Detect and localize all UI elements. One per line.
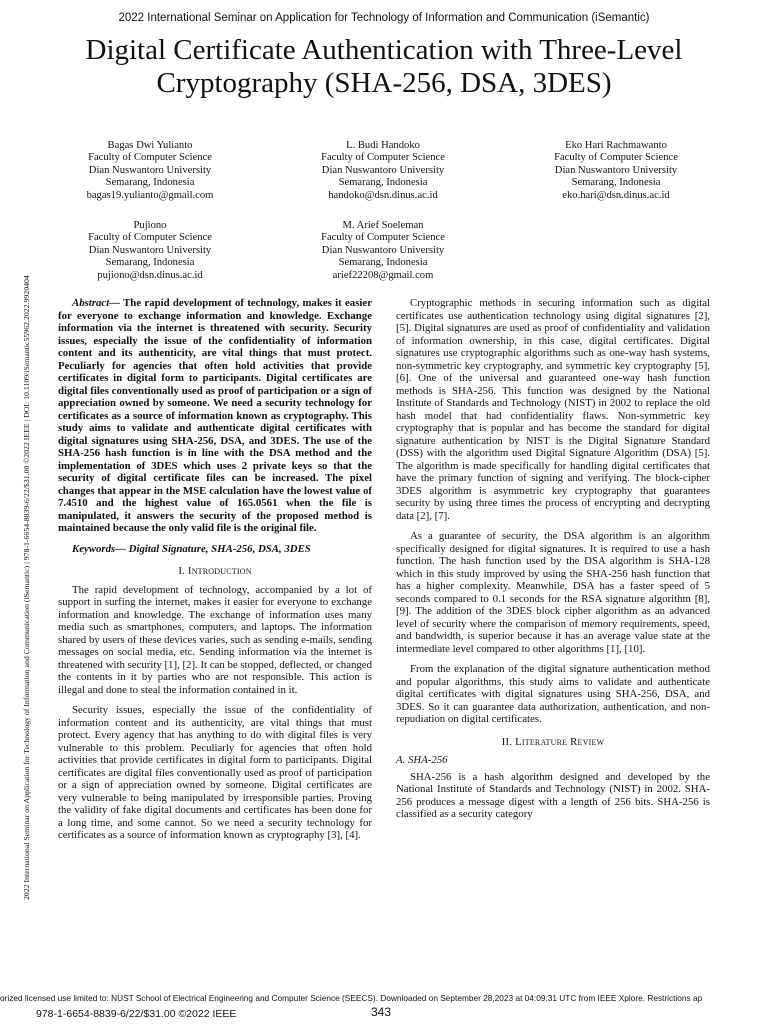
author-dept: Faculty of Computer Science: [88, 152, 212, 164]
author-email: eko.hari@dsn.dinus.ac.id: [562, 189, 670, 201]
author-block-3: [506, 140, 726, 202]
sidebar-doi: [12, 120, 32, 900]
author-email: arief22208@gmail.com: [332, 269, 434, 281]
author-name: Eko Hari Rachmawanto: [565, 140, 667, 151]
author-dept: Faculty of Computer Science: [88, 232, 212, 244]
author-uni: Dian Nuswantoro University: [321, 244, 445, 256]
author-name: M. Arief Soeleman: [342, 220, 424, 231]
author-name: Bagas Dwi Yulianto: [107, 140, 193, 151]
author-city: Semarang, Indonesia: [571, 177, 661, 189]
author-name: L. Budi Handoko: [346, 140, 420, 151]
sidebar-doi-text: 2022 International Seminar on Application for Technology of Information and Communication (iSemantic) | 978-1-6654-8839-6/22/$31.00 ©2022 IEEE | DOI: 10.1109/iSemantic55962.2022.9920404: [22, 275, 31, 900]
page-number: 343: [371, 1005, 392, 1019]
author-dept: Faculty of Computer Science: [321, 152, 445, 164]
abstract-label: Abstract—: [72, 297, 120, 309]
body-paragraph-4: SHA-256 is a hash algorithm designed and developed by the National Institute of Standards and Technology (NIST) in 2002. SHA-256 produces a message digest with a length of 256 bits. SHA-256 is classified as a security category: [396, 770, 710, 820]
left-column: [58, 297, 372, 850]
author-city: Semarang, Indonesia: [338, 257, 428, 269]
author-email: pujiono@dsn.dinus.ac.id: [97, 269, 203, 281]
body-paragraph-1: Cryptographic methods in securing information such as digital certificates use authentication technology using digital signatures [2], [5]. Digital signatures are used as proof of confidentiality and validation of information ownership, in this case, digital certificates. Digital signatures use cryptographic algorithms such as one-way hash systems, non-symmetric key cryptography, and symmetric key cryptography [5], [6]. One of the universal and guaranteed one-way hash function methods is SHA-256. This function was designed by the National Institute of Standards and Technology (NIST) in 2002 to replace the old hash model that had confidentiality flaws. Non-symmetric key cryptography that is popular and has become the standard for digital signature authentication by NIST is the Digital Signature Standard (DSS) with the algorithm used Digital Signature Algorithm (DSA) [5]. The algorithm is made specifically for handling digital certificates that have the primary function of signing and verifying. The block-cipher 3DES algorithm is asymmetric key cryptography that guarantees security by using three times the process of encrypting and decrypting data [2], [7].: [396, 297, 710, 522]
conference-header: 2022 International Seminar on Application for Technology of Information and Communication (iSemantic): [118, 12, 650, 24]
author-uni: Dian Nuswantoro University: [321, 164, 445, 176]
body-paragraph-2: As a guarantee of security, the DSA algorithm is an algorithm specifically designed for digital signatures. It is required to use a hash function. The hash function used by the DSA algorithm is SHA-128 which in this study improved by using the SHA-256 hash function that has a higher complexity. Meanwhile, DSA has a faster speed of 5 seconds compared to 0.1 seconds for the RSA signature algorithm [8], [9]. The addition of the 3DES block cipher algorithm as an advanced level of security where the comparison of memory requirements, speed, and bandwidth, is superior because it has an average value state at the intermediate level compared to other algorithms [1], [10].: [396, 530, 710, 655]
intro-paragraph-1: The rapid development of technology, accompanied by a lot of support in surfing the internet, makes it easier for everyone to exchange information and knowledge. The exchange of information uses many media such as smartphones, computers, and laptops. The information shared by users of these devices varies, such as sending e-mails, sending messages on social media, etc. Sending information via the internet is threatened with security [1], [2]. It can be stopped, deflected, or changed the contents in it by parties who are not responsible. This action is illegal and done to steal the information contained in it.: [58, 583, 372, 696]
author-uni: Dian Nuswantoro University: [88, 244, 212, 256]
subsection-heading-sha256: A. SHA-256: [396, 754, 448, 766]
paper-title: [30, 34, 738, 100]
author-dept: Faculty of Computer Science: [554, 152, 678, 164]
author-dept: Faculty of Computer Science: [321, 232, 445, 244]
section-heading-introduction: I. Introduction: [178, 565, 252, 577]
right-column: [396, 297, 710, 829]
author-city: Semarang, Indonesia: [338, 177, 428, 189]
author-city: Semarang, Indonesia: [105, 177, 195, 189]
abstract: [58, 297, 372, 535]
author-block-1: [40, 140, 260, 202]
author-email: bagas19.yulianto@gmail.com: [86, 189, 214, 201]
intro-paragraph-2: Security issues, especially the issue of the confidentiality of information content and its authenticity, are vital things that must protect. Every agency that has anything to do with digital files is very vulnerable to this problem. Peculiarly for agencies that often hold activities that provide certificates in digital form to participants. Digital certificates are digital files conventionally used as proof of participation or a sign of appreciation owned by someone. Digital certificates are very vulnerable to being manipulated by irresponsible parties. Proving the validity of fake digital documents and certificates has been done for a long time, and some cannot. So we need a security technology for certificates as a source of information known as cryptography [3], [4].: [58, 704, 372, 841]
isbn-footer: 978-1-6654-8839-6/22/$31.00 ©2022 IEEE: [36, 1008, 237, 1020]
author-block-4: [40, 220, 260, 282]
author-city: Semarang, Indonesia: [105, 257, 195, 269]
license-footer: orized licensed use limited to: NUST School of Electrical Engineering and Computer Science (SEECS). Downloaded on September 28,2023 at 04:09:31 UTC from IEEE Xplore. Restrictions ap: [0, 993, 703, 1003]
author-name: Pujiono: [133, 220, 167, 231]
keywords: Keywords— Digital Signature, SHA-256, DSA, 3DES: [72, 542, 311, 555]
body-paragraph-3: From the explanation of the digital signature authentication method and popular algorithms, this study aims to validate and authenticate digital certificates with digital signatures using SHA-256, DSA, and 3DES. So it can guarantee data authorization, authentication, and non-repudiation on digital certificates.: [396, 663, 710, 725]
abstract-text: The rapid development of technology, makes it easier for everyone to exchange information and knowledge. Exchange information via the internet is threatened with security. Security issues, especially the issue of the confidentiality of information content and its authenticity, are vital things that must protect. Peculiarly for agencies that often hold activities that provide certificates in digital form to participants. Digital certificates are digital files conventionally used as proof of participation or a sign of appreciation owned by someone. We need a security technology for certificates as a source of information known as cryptography. This study aims to validate and authenticate digital certificates with digital signatures using SHA-256, DSA, and 3DES. The use of the SHA-256 hash function is in line with the DSA method and the implementation of 3DES which uses 2 private keys so that the security of digital certificate files can be increased. The pixel changes that appear in the MSE calculation have the lowest value of 7.4510 and the highest value of 165.0561 when the file is manipulated, it answers the security of the proposed method is maintained because the only valid file is the original file.: [58, 297, 372, 534]
author-uni: Dian Nuswantoro University: [88, 164, 212, 176]
section-heading-literature-review: II. Literature Review: [501, 735, 605, 748]
author-block-2: [273, 140, 493, 202]
title-line-2: Cryptography (SHA-256, DSA, 3DES): [156, 67, 612, 99]
title-line-1: Digital Certificate Authentication with Three-Level: [85, 34, 683, 66]
author-email: handoko@dsn.dinus.ac.id: [328, 189, 438, 201]
author-uni: Dian Nuswantoro University: [554, 164, 678, 176]
author-block-5: [273, 220, 493, 282]
